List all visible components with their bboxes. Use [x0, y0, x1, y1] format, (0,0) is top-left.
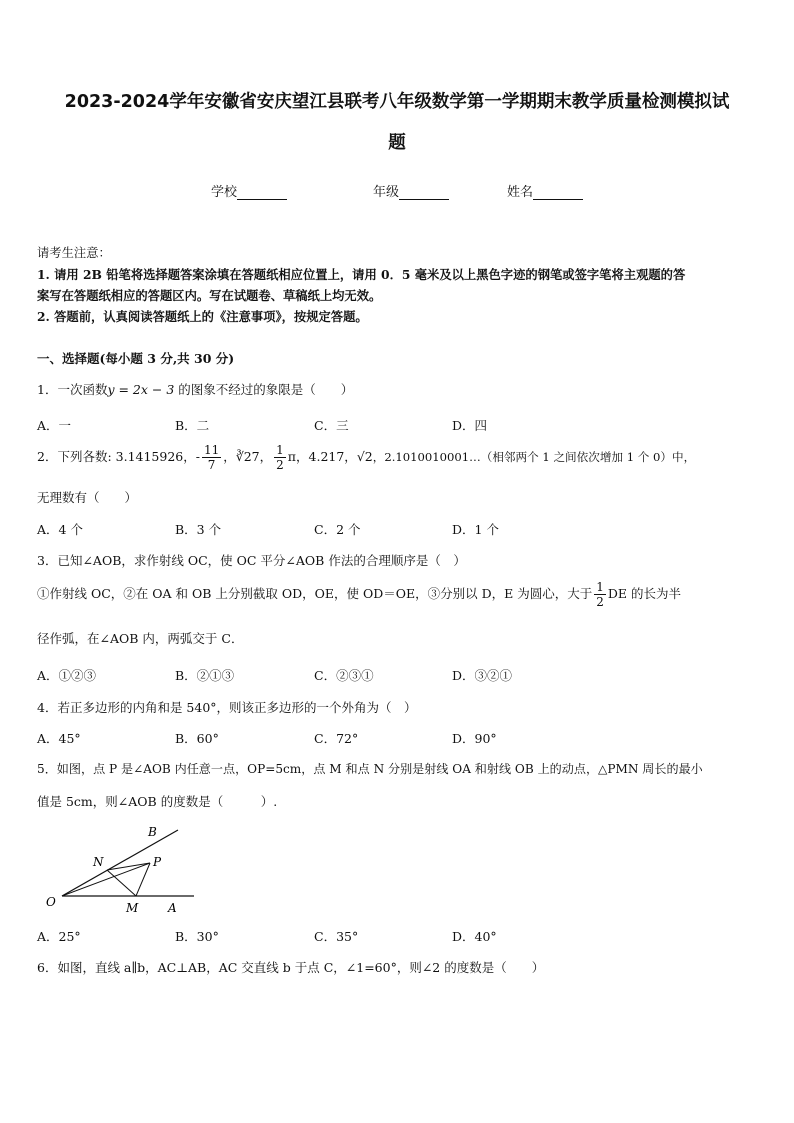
q3-option-d: D．③②①	[452, 668, 513, 683]
q5-option-d: D．40°	[452, 929, 497, 944]
question-2: 2．下列各数: 3.1415926，- $\frac{11}{7}$ ，∛27， $\frac{1}{2}$ π，4.217，√2，2.1010010001…（相邻两个 1 之间依次增加 1 个 0）中，	[37, 443, 696, 472]
question-4: 4．若正多边形的内角和是 540°，则该正多边形的一个外角为（ ）	[37, 700, 417, 715]
exam-title: 2023-2024学年安徽省安庆望江县联考八年级数学第一学期期末教学质量检测模拟试	[64, 92, 730, 112]
q2-line-2: 无理数有（ ）	[37, 490, 138, 505]
school-label: 学校	[211, 185, 238, 200]
q2-fraction-1: $\frac{11}{7}$	[203, 443, 220, 472]
question-3: 3．已知∠AOB，求作射线 OC，使 OC 平分∠AOB 作法的合理顺序是（ ）	[37, 553, 466, 568]
q5-geometry-figure	[40, 820, 210, 920]
q5-option-c: C．35°	[314, 929, 359, 944]
q3-fraction: $\frac{1}{2}$	[596, 580, 604, 609]
q2-sqrt: √2	[356, 449, 373, 464]
q1-stem-end: 的图象不经过的象限是（ ）	[178, 382, 354, 397]
q2-option-d: D．1 个	[452, 522, 499, 537]
name-field	[507, 181, 583, 200]
notice-block	[37, 243, 757, 327]
label-n: N	[93, 855, 104, 869]
q3-line-2	[37, 580, 761, 616]
exam-title-continued: 题	[388, 133, 406, 153]
q5-option-a: A．25°	[37, 929, 81, 944]
notice-item-2: 2. 答题前，认真阅读答题纸上的《注意事项》，按规定答题。	[37, 309, 368, 324]
section-heading: 一、选择题(每小题 3 分,共 30 分)	[37, 351, 235, 366]
question-1	[37, 380, 761, 398]
q1-option-c: C．三	[314, 418, 349, 433]
q5-line-2: 值是 5cm，则∠AOB 的度数是（ ）.	[37, 794, 278, 809]
school-blank	[237, 187, 287, 200]
school-field	[211, 181, 287, 200]
grade-field	[373, 181, 449, 200]
question-6: 6．如图，直线 a∥b，AC⊥AB，AC 交直线 b 于点 C，∠1=60°，则∠2 的度数是（ ）	[37, 960, 545, 975]
q4-option-c: C．72°	[314, 731, 359, 746]
q5-option-b: B．30°	[175, 929, 219, 944]
q3-stem: ①作射线 OC，②在 OA 和 OB 上分别截取 OD，OE，使 OD＝OE，③分别以 D，E 为圆心，大于	[37, 586, 593, 601]
notice-item-1: 1. 请用 2B 铅笔将选择题答案涂填在答题纸相应位置上，请用 0．5 毫米及以上黑色字迹的钢笔或签字笔将主观题的答	[37, 267, 686, 282]
notice-heading: 请考生注意：	[37, 246, 111, 260]
q4-option-b: B．60°	[175, 731, 219, 746]
grade-label: 年级	[373, 185, 400, 200]
q1-option-a: A．一	[37, 418, 72, 433]
q3-line-3: 径作弧，在∠AOB 内，两弧交于 C．	[37, 631, 244, 646]
notice-item-1-cont: 案写在答题纸相应的答题区内。写在试题卷、草稿纸上均无效。	[37, 288, 382, 303]
q2-stem: 2．下列各数: 3.1415926，-	[37, 449, 200, 464]
label-a: A	[168, 901, 177, 915]
q3-option-b: B．②①③	[175, 668, 235, 683]
q3-stem-end: DE 的长为半	[607, 586, 681, 601]
q4-option-d: D．90°	[452, 731, 497, 746]
q2-option-a: A．4 个	[37, 522, 83, 537]
name-blank	[533, 187, 583, 200]
q2-cube-root: ∛27	[235, 449, 260, 464]
q2-stem-mid: π，4.217，	[287, 449, 357, 464]
grade-blank	[399, 187, 449, 200]
question-5: 5．如图，点 P 是∠AOB 内任意一点，OP=5cm，点 M 和点 N 分别是射线 OA 和射线 OB 上的动点，△PMN 周长的最小	[37, 762, 703, 776]
name-label: 姓名	[507, 185, 534, 200]
q1-stem: 1．一次函数	[37, 382, 108, 397]
q2-option-c: C．2 个	[314, 522, 361, 537]
q1-expression: y = 2x − 3	[107, 382, 175, 397]
q3-option-c: C．②③①	[314, 668, 374, 683]
q4-option-a: A．45°	[37, 731, 81, 746]
q2-fraction-2: $\frac{1}{2}$	[276, 443, 284, 472]
q1-option-b: B．二	[175, 418, 210, 433]
q2-stem-end: ，2.1010010001…（相邻两个 1 之间依次增加 1 个 0）中，	[372, 450, 696, 464]
label-p: P	[153, 855, 162, 869]
label-o: O	[46, 895, 56, 909]
q1-option-d: D．四	[452, 418, 488, 433]
q2-option-b: B．3 个	[175, 522, 222, 537]
q3-option-a: A．①②③	[37, 668, 97, 683]
label-m: M	[126, 901, 139, 915]
label-b: B	[148, 825, 157, 839]
